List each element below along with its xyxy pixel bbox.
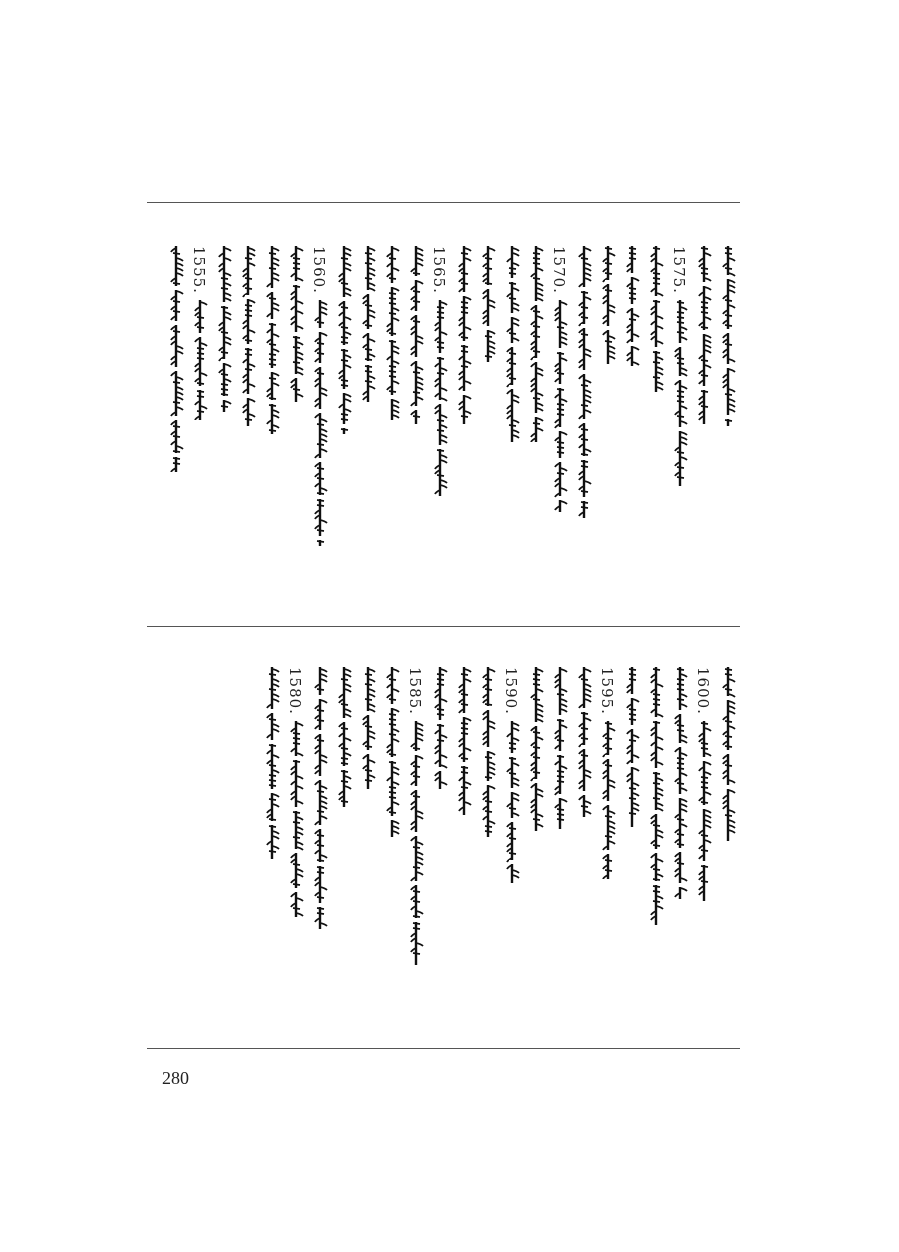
verse-line (670, 246, 692, 606)
mongolian-script-line (673, 667, 689, 899)
mongolian-script-line (313, 300, 329, 546)
verse-line (574, 246, 596, 606)
upper-verse-block (168, 246, 740, 606)
verse-line (622, 667, 644, 1027)
mongolian-script-line (481, 246, 497, 362)
verse-line (478, 246, 500, 606)
verse-line (646, 667, 668, 1027)
verse-line (190, 246, 212, 606)
verse-line (694, 667, 716, 1027)
verse-line (718, 667, 740, 1027)
mongolian-script-line (217, 246, 233, 412)
line-number: 1580. (286, 667, 304, 715)
mongolian-script-line (385, 667, 401, 837)
mongolian-script-line (577, 246, 593, 518)
verse-line (598, 246, 620, 606)
line-number: 1555. (190, 246, 208, 294)
verse-line (262, 667, 284, 1027)
verse-line (646, 246, 668, 606)
line-number: 1585. (406, 667, 424, 715)
verse-line (166, 246, 188, 606)
verse-line (382, 667, 404, 1027)
mongolian-script-line (193, 300, 209, 420)
line-number: 1590. (502, 667, 520, 715)
mongolian-script-line (409, 721, 425, 965)
mongolian-script-line (433, 667, 449, 789)
line-number: 1575. (670, 246, 688, 294)
verse-line (526, 667, 548, 1027)
mongolian-script-line (601, 721, 617, 879)
verse-line (214, 246, 236, 606)
lower-verse-block (168, 667, 740, 1027)
line-number: 1595. (598, 667, 616, 715)
verse-line (718, 246, 740, 606)
verse-line (502, 246, 524, 606)
mongolian-script-line (673, 300, 689, 486)
verse-line (598, 667, 620, 1027)
verse-line (310, 246, 332, 606)
verse-line (358, 667, 380, 1027)
line-number: 1570. (550, 246, 568, 294)
top-rule (147, 202, 740, 203)
mongolian-script-line (697, 721, 713, 901)
mongolian-script-line (337, 246, 353, 434)
line-number: 1560. (310, 246, 328, 294)
verse-line (334, 246, 356, 606)
verse-line (694, 246, 716, 606)
verse-line (454, 667, 476, 1027)
middle-rule (147, 626, 740, 627)
mongolian-script-line (649, 246, 665, 392)
mongolian-script-line (529, 667, 545, 831)
verse-line (334, 667, 356, 1027)
verse-line (382, 246, 404, 606)
mongolian-script-line (409, 246, 425, 424)
verse-line (430, 667, 452, 1027)
mongolian-script-line (625, 246, 641, 366)
verse-line (526, 246, 548, 606)
mongolian-script-line (169, 246, 185, 472)
verse-line (358, 246, 380, 606)
verse-line (574, 667, 596, 1027)
mongolian-script-line (601, 246, 617, 364)
mongolian-script-line (649, 667, 665, 925)
mongolian-script-line (361, 667, 377, 789)
verse-line (622, 246, 644, 606)
mongolian-script-line (481, 667, 497, 837)
mongolian-script-line (553, 300, 569, 512)
mongolian-script-line (625, 667, 641, 827)
verse-line (670, 667, 692, 1027)
line-number: 1565. (430, 246, 448, 294)
mongolian-script-line (457, 667, 473, 815)
mongolian-script-line (721, 246, 737, 426)
mongolian-script-line (697, 246, 713, 424)
verse-line (454, 246, 476, 606)
mongolian-script-line (577, 667, 593, 817)
mongolian-script-line (265, 246, 281, 434)
verse-line (430, 246, 452, 606)
mongolian-script-line (313, 667, 329, 929)
mongolian-script-line (505, 246, 521, 442)
verse-line (550, 246, 572, 606)
verse-line (262, 246, 284, 606)
mongolian-script-line (361, 246, 377, 402)
verse-line (286, 246, 308, 606)
page-number: 280 (162, 1068, 189, 1088)
verse-line (478, 667, 500, 1027)
mongolian-script-line (505, 721, 521, 883)
mongolian-script-line (289, 721, 305, 917)
mongolian-script-line (385, 246, 401, 420)
verse-line (286, 667, 308, 1027)
mongolian-script-line (553, 667, 569, 829)
line-number: 1600. (694, 667, 712, 715)
verse-line (502, 667, 524, 1027)
mongolian-script-line (265, 667, 281, 859)
verse-line (406, 667, 428, 1027)
bottom-rule (147, 1048, 740, 1049)
mongolian-script-line (289, 246, 305, 402)
mongolian-script-line (721, 667, 737, 841)
verse-line (310, 667, 332, 1027)
mongolian-script-line (337, 667, 353, 807)
mongolian-script-line (241, 246, 257, 426)
verse-line (550, 667, 572, 1027)
verse-line (406, 246, 428, 606)
mongolian-script-line (433, 300, 449, 496)
mongolian-script-line (529, 246, 545, 442)
mongolian-script-line (457, 246, 473, 424)
verse-line (238, 246, 260, 606)
